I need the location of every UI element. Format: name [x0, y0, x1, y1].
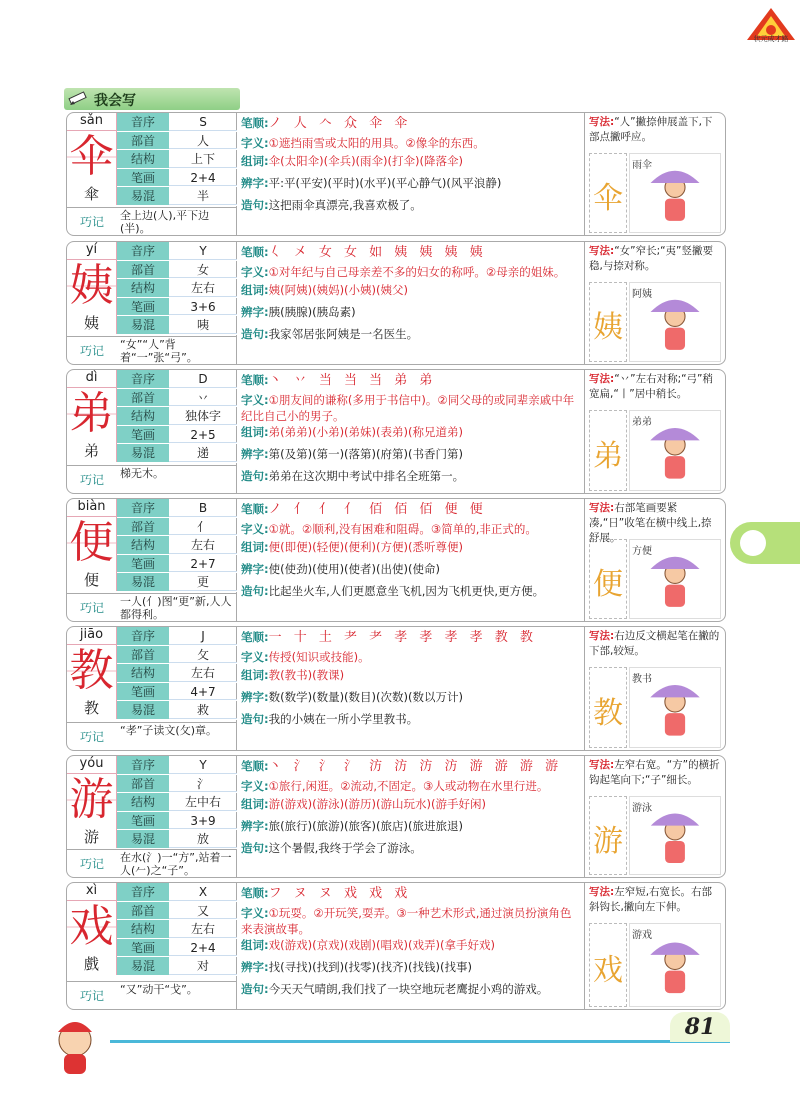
attr-bushou: 部首 亻	[117, 518, 237, 537]
label-bihua: 笔画	[117, 683, 169, 701]
label-yihun: 易混	[117, 573, 169, 591]
char-info-panel	[67, 370, 237, 493]
label-ziyi: 字义:	[241, 136, 269, 150]
label-bianzi: 辨字:	[241, 819, 269, 833]
attr-yinxu: 音序 J	[117, 627, 237, 646]
label-yinxu: 音序	[117, 113, 169, 131]
label-zuci: 组词:	[241, 540, 269, 554]
stroke-order: 笔顺:丶 氵 氵 氵 汸 汸 汸 汸 游 游 游 游	[241, 759, 563, 774]
attr-bihua: 笔画 2+7	[117, 555, 237, 574]
writing-method-panel	[585, 499, 725, 621]
main-character: 弟	[67, 388, 117, 440]
character-card-jiāo	[66, 626, 726, 751]
meaning: 字义:①就。②顺利,没有困难和阻碍。③简单的,非正式的。	[241, 522, 537, 536]
character-card-dì	[66, 369, 726, 494]
attr-jiegou: 结构 独体字	[117, 407, 237, 426]
attr-yinxu: 音序 B	[117, 499, 237, 518]
label-zaoju: 造句:	[241, 712, 269, 726]
attr-jiegou: 结构 左右	[117, 920, 237, 939]
illustration-label: 游泳	[632, 803, 652, 814]
memory-tip: 巧记 梯无木。	[67, 465, 237, 493]
label-qiaoji: 巧记	[79, 989, 104, 1003]
attr-bihua: 笔画 3+9	[117, 812, 237, 831]
meaning: 字义:①旅行,闲逛。②流动,不固定。③人或动物在水里行进。	[241, 779, 549, 793]
attr-jiegou: 结构 左中右	[117, 793, 237, 812]
stroke-order: 笔顺:ノ 亻 亻 亻 佰 佰 佰 便 便	[241, 502, 487, 517]
label-bushou: 部首	[117, 775, 169, 793]
char-detail-panel	[237, 370, 585, 493]
label-bushou: 部首	[117, 518, 169, 536]
stroke-order: 笔顺:フ ヌ ヌ 戏 戏 戏	[241, 886, 412, 901]
illustration-label: 教书	[632, 674, 652, 685]
character-card-yí	[66, 241, 726, 365]
label-qiaoji: 巧记	[79, 601, 104, 615]
label-bushou: 部首	[117, 132, 169, 150]
label-zaoju: 造句:	[241, 469, 269, 483]
label-yinxu: 音序	[117, 499, 169, 517]
writing-method-panel	[585, 113, 725, 235]
pinyin: yí	[67, 242, 117, 260]
char-detail-panel	[237, 883, 585, 1009]
writing-method-panel	[585, 883, 725, 1009]
attr-yihun: 易混 救	[117, 701, 237, 720]
writing-method-panel	[585, 756, 725, 877]
label-zaoju: 造句:	[241, 841, 269, 855]
label-zuci: 组词:	[241, 425, 269, 439]
memory-tip: 巧记 一人(亻)图“更”新,人人都得利。	[67, 593, 237, 621]
grid-character: 游	[593, 823, 623, 859]
writing-method: 写法:“人”撇捺伸展盖下,下部点撇呼应。	[589, 116, 713, 143]
label-yihun: 易混	[117, 957, 169, 975]
writing-method: 写法:左窄右宽。“方”的横折钩起笔向下;“子”细长。	[589, 759, 720, 786]
writing-method-panel	[585, 242, 725, 364]
label-bishun: 笔顺:	[241, 116, 269, 130]
memory-tip: 巧记 全上边(人),平下边(半)。	[67, 207, 237, 235]
char-distinguish: 辨字:平:平(平安)(平时)(水平)(平心静气)(风平浪静)	[241, 176, 502, 190]
character-card-biàn	[66, 498, 726, 622]
meaning: 字义:①朋友间的谦称(多用于书信中)。②同父母的或同辈亲戚中年纪比自己小的男子。	[241, 393, 575, 423]
char-info-panel	[67, 113, 237, 235]
mascot-icon	[40, 1010, 110, 1080]
attr-yihun: 易混 半	[117, 187, 237, 206]
traditional-character: 弟	[67, 440, 117, 462]
footer-line	[110, 1040, 730, 1043]
attr-yihun: 易混 对	[117, 957, 237, 976]
label-bishun: 笔顺:	[241, 630, 269, 644]
char-detail-panel	[237, 242, 585, 364]
attr-bushou: 部首 又	[117, 902, 237, 921]
char-distinguish: 辨字:旅(旅行)(旅游)(旅客)(旅店)(旅进旅退)	[241, 819, 463, 833]
attr-yihun: 易混 递	[117, 444, 237, 463]
word-formation: 组词:便(即便)(轻便)(便利)(方便)(悉听尊便)	[241, 540, 463, 554]
label-ziyi: 字义:	[241, 650, 269, 664]
attr-yihun: 易混 更	[117, 573, 237, 592]
chapter-side-tab	[730, 522, 800, 564]
writing-method: 写法:左窄短,右宽长。右部斜钩长,撇向左下伸。	[589, 886, 713, 913]
char-info-panel	[67, 499, 237, 621]
attr-bushou: 部首 人	[117, 132, 237, 151]
label-ziyi: 字义:	[241, 906, 269, 920]
attr-yinxu: 音序 Y	[117, 242, 237, 261]
char-info-panel	[67, 627, 237, 750]
traditional-character: 姨	[67, 312, 117, 334]
traditional-character: 教	[67, 697, 117, 719]
char-detail-panel	[237, 499, 585, 621]
char-distinguish: 辨字:数(数学)(数量)(数目)(次数)(数以万计)	[241, 690, 463, 704]
label-bianzi: 辨字:	[241, 305, 269, 319]
char-info-panel	[67, 242, 237, 364]
label-bushou: 部首	[117, 389, 169, 407]
example-sentence: 造句:弟弟在这次期中考试中排名全班第一。	[241, 469, 465, 483]
grid-character: 弟	[593, 438, 623, 474]
label-bihua: 笔画	[117, 555, 169, 573]
memory-tip: 巧记 “孝”子读文(攵)章。	[67, 722, 237, 750]
example-sentence: 造句:今天天气晴朗,我们找了一块空地玩老鹰捉小鸡的游戏。	[241, 982, 549, 996]
grid-character: 便	[593, 567, 623, 602]
memory-tip: 巧记 在水(氵)一“方”,站着一人(𠂉)之“子”。	[67, 849, 237, 877]
label-bihua: 笔画	[117, 169, 169, 187]
attr-jiegou: 结构 左右	[117, 664, 237, 683]
label-bihua: 笔画	[117, 298, 169, 316]
main-character: 教	[67, 645, 117, 697]
label-yihun: 易混	[117, 187, 169, 205]
attr-bihua: 笔画 4+7	[117, 683, 237, 702]
attr-bushou: 部首 女	[117, 261, 237, 280]
label-ziyi: 字义:	[241, 393, 269, 407]
writing-method: 写法:“丷”左右对称;“弓”稍宽扁,“丨”居中稍长。	[589, 373, 713, 400]
char-distinguish: 辨字:胰(胰腺)(胰岛素)	[241, 305, 356, 319]
attr-bushou: 部首 丷	[117, 389, 237, 408]
label-bishun: 笔顺:	[241, 245, 269, 259]
label-xiefa: 写法:	[589, 630, 615, 642]
pencil-icon	[68, 91, 90, 107]
section-header	[64, 88, 240, 110]
word-formation: 组词:姨(阿姨)(姨妈)(小姨)(姨父)	[241, 283, 409, 297]
meaning: 字义:①玩耍。②开玩笑,耍弄。③一种艺术形式,通过演员扮演角色来表演故事。	[241, 906, 572, 936]
attr-bushou: 部首 氵	[117, 775, 237, 794]
character-card-sǎn	[66, 112, 726, 236]
stroke-order: 笔顺:一 十 土 耂 耂 孝 孝 孝 孝 教 教	[241, 630, 537, 645]
writing-method-panel	[585, 627, 725, 750]
label-yinxu: 音序	[117, 627, 169, 645]
character-card-xì	[66, 882, 726, 1010]
label-qiaoji: 巧记	[79, 215, 104, 229]
main-character: 便	[67, 517, 117, 569]
label-xiefa: 写法:	[589, 116, 615, 128]
pinyin: xì	[67, 883, 117, 901]
label-jiegou: 结构	[117, 664, 169, 682]
attr-yinxu: 音序 D	[117, 370, 237, 389]
label-jiegou: 结构	[117, 150, 169, 168]
bunny-icon	[740, 530, 766, 556]
label-zuci: 组词:	[241, 797, 269, 811]
label-yinxu: 音序	[117, 242, 169, 260]
memory-tip: 巧记 “又”动干“戈”。	[67, 981, 237, 1009]
label-zuci: 组词:	[241, 154, 269, 168]
main-character: 游	[67, 774, 117, 826]
traditional-character: 游	[67, 826, 117, 848]
illustration	[629, 410, 721, 491]
label-zaoju: 造句:	[241, 327, 269, 341]
traditional-character: 便	[67, 569, 117, 591]
label-zaoju: 造句:	[241, 982, 269, 996]
illustration-label: 游戏	[632, 930, 652, 941]
grid-character: 戏	[593, 953, 623, 988]
traditional-character: 傘	[67, 183, 117, 205]
meaning: 字义:传授(知识或技能)。	[241, 650, 370, 664]
attr-yinxu: 音序 Y	[117, 756, 237, 775]
char-detail-panel	[237, 627, 585, 750]
label-bishun: 笔顺:	[241, 502, 269, 516]
writing-method: 写法:“女”窄长;“夷”竖撇要稳,与捺对称。	[589, 245, 713, 272]
label-qiaoji: 巧记	[79, 857, 104, 871]
example-sentence: 造句:我家邻居张阿姨是一名医生。	[241, 327, 419, 341]
pinyin: jiāo	[67, 627, 117, 645]
meaning: 字义:①遮挡雨雪或太阳的用具。②像伞的东西。	[241, 136, 485, 150]
label-xiefa: 写法:	[589, 502, 615, 514]
illustration	[629, 539, 721, 619]
stroke-order: 笔顺:丶 丷 当 当 当 弟 弟	[241, 373, 437, 388]
label-bihua: 笔画	[117, 812, 169, 830]
logo-text: 状元成才路	[753, 35, 789, 43]
label-bihua: 笔画	[117, 939, 169, 957]
attr-bihua: 笔画 3+6	[117, 298, 237, 317]
char-info-panel	[67, 883, 237, 1009]
label-bianzi: 辨字:	[241, 960, 269, 974]
word-formation: 组词:戏(游戏)(京戏)(戏剧)(唱戏)(戏弄)(拿手好戏)	[241, 938, 495, 952]
character-card-yóu	[66, 755, 726, 878]
label-yinxu: 音序	[117, 883, 169, 901]
attr-jiegou: 结构 左右	[117, 279, 237, 298]
label-zaoju: 造句:	[241, 198, 269, 212]
label-xiefa: 写法:	[589, 759, 615, 771]
example-sentence: 造句:我的小姨在一所小学里教书。	[241, 712, 419, 726]
writing-method: 写法:右边反文横起笔在撇的下部,较短。	[589, 630, 720, 657]
word-formation: 组词:伞(太阳伞)(伞兵)(雨伞)(打伞)(降落伞)	[241, 154, 463, 168]
label-bianzi: 辨字:	[241, 176, 269, 190]
label-bihua: 笔画	[117, 426, 169, 444]
label-yihun: 易混	[117, 444, 169, 462]
char-detail-panel	[237, 113, 585, 235]
label-ziyi: 字义:	[241, 522, 269, 536]
main-character: 姨	[67, 260, 117, 312]
label-xiefa: 写法:	[589, 373, 615, 385]
illustration	[629, 282, 721, 362]
illustration	[629, 923, 721, 1007]
label-xiefa: 写法:	[589, 886, 615, 898]
attr-jiegou: 结构 左右	[117, 536, 237, 555]
attr-bihua: 笔画 2+4	[117, 169, 237, 188]
label-bishun: 笔顺:	[241, 759, 269, 773]
label-yihun: 易混	[117, 316, 169, 334]
char-info-panel	[67, 756, 237, 877]
illustration	[629, 153, 721, 233]
meaning: 字义:①对年纪与自己母亲差不多的妇女的称呼。②母亲的姐妹。	[241, 265, 566, 279]
main-character: 伞	[67, 131, 117, 183]
label-jiegou: 结构	[117, 279, 169, 297]
page-number: 81	[670, 1012, 730, 1042]
label-bushou: 部首	[117, 261, 169, 279]
pinyin: dì	[67, 370, 117, 388]
illustration	[629, 796, 721, 875]
label-zaoju: 造句:	[241, 584, 269, 598]
stroke-order: 笔顺:𡿨 㐅 女 女 如 姨 姨 姨 姨	[241, 245, 487, 260]
grid-character: 教	[593, 695, 623, 731]
illustration-label: 方便	[632, 546, 652, 557]
label-bianzi: 辨字:	[241, 690, 269, 704]
label-bushou: 部首	[117, 646, 169, 664]
section-title: 我会写	[94, 93, 136, 109]
attr-yihun: 易混 咦	[117, 316, 237, 335]
label-bushou: 部首	[117, 902, 169, 920]
traditional-character: 戲	[67, 953, 117, 975]
label-jiegou: 结构	[117, 407, 169, 425]
label-bishun: 笔顺:	[241, 886, 269, 900]
label-bishun: 笔顺:	[241, 373, 269, 387]
attr-bihua: 笔画 2+4	[117, 939, 237, 958]
attr-bihua: 笔画 2+5	[117, 426, 237, 445]
illustration	[629, 667, 721, 748]
char-detail-panel	[237, 756, 585, 877]
example-sentence: 造句:比起坐火车,人们更愿意坐飞机,因为飞机更快,更方便。	[241, 584, 545, 598]
attr-yinxu: 音序 S	[117, 113, 237, 132]
pinyin: biàn	[67, 499, 117, 517]
label-jiegou: 结构	[117, 793, 169, 811]
attr-yihun: 易混 放	[117, 830, 237, 849]
illustration-label: 雨伞	[632, 160, 652, 171]
label-jiegou: 结构	[117, 536, 169, 554]
word-formation: 组词:教(教书)(教课)	[241, 668, 345, 682]
pinyin: yóu	[67, 756, 117, 774]
memory-tip: 巧记 “女”“人”背着“一”张“弓”。	[67, 336, 237, 364]
label-qiaoji: 巧记	[79, 730, 104, 744]
illustration-label: 阿姨	[632, 289, 652, 300]
writing-method-panel	[585, 370, 725, 493]
label-xiefa: 写法:	[589, 245, 615, 257]
label-yihun: 易混	[117, 701, 169, 719]
label-ziyi: 字义:	[241, 265, 269, 279]
grid-character: 姨	[593, 310, 623, 345]
label-yihun: 易混	[117, 830, 169, 848]
example-sentence: 造句:这个暑假,我终于学会了游泳。	[241, 841, 422, 855]
label-zuci: 组词:	[241, 283, 269, 297]
main-character: 戏	[67, 901, 117, 953]
label-zuci: 组词:	[241, 668, 269, 682]
label-bianzi: 辨字:	[241, 562, 269, 576]
label-zuci: 组词:	[241, 938, 269, 952]
writing-method: 写法:右部笔画要紧凑,“日”收笔在横中线上,捺舒展。	[589, 502, 712, 544]
label-qiaoji: 巧记	[79, 473, 104, 487]
example-sentence: 造句:这把雨伞真漂亮,我喜欢极了。	[241, 198, 422, 212]
char-distinguish: 辨字:使(使劲)(使用)(使者)(出使)(使命)	[241, 562, 440, 576]
label-bianzi: 辨字:	[241, 447, 269, 461]
stroke-order: 笔顺:ノ 人 𠆢 众 伞 伞	[241, 116, 412, 131]
char-distinguish: 辨字:找(寻找)(找到)(找零)(找齐)(找钱)(找事)	[241, 960, 472, 974]
word-formation: 组词:游(游戏)(游泳)(游历)(游山玩水)(游手好闲)	[241, 797, 486, 811]
attr-yinxu: 音序 X	[117, 883, 237, 902]
grid-character: 伞	[593, 181, 623, 216]
label-ziyi: 字义:	[241, 779, 269, 793]
attr-jiegou: 结构 上下	[117, 150, 237, 169]
pinyin: sǎn	[67, 113, 117, 131]
word-formation: 组词:弟(弟弟)(小弟)(弟妹)(表弟)(称兄道弟)	[241, 425, 463, 439]
label-yinxu: 音序	[117, 370, 169, 388]
char-distinguish: 辨字:第(及第)(第一)(落第)(府第)(书香门第)	[241, 447, 463, 461]
label-yinxu: 音序	[117, 756, 169, 774]
attr-bushou: 部首 攵	[117, 646, 237, 665]
illustration-label: 弟弟	[632, 417, 652, 428]
label-qiaoji: 巧记	[79, 344, 104, 358]
label-jiegou: 结构	[117, 920, 169, 938]
